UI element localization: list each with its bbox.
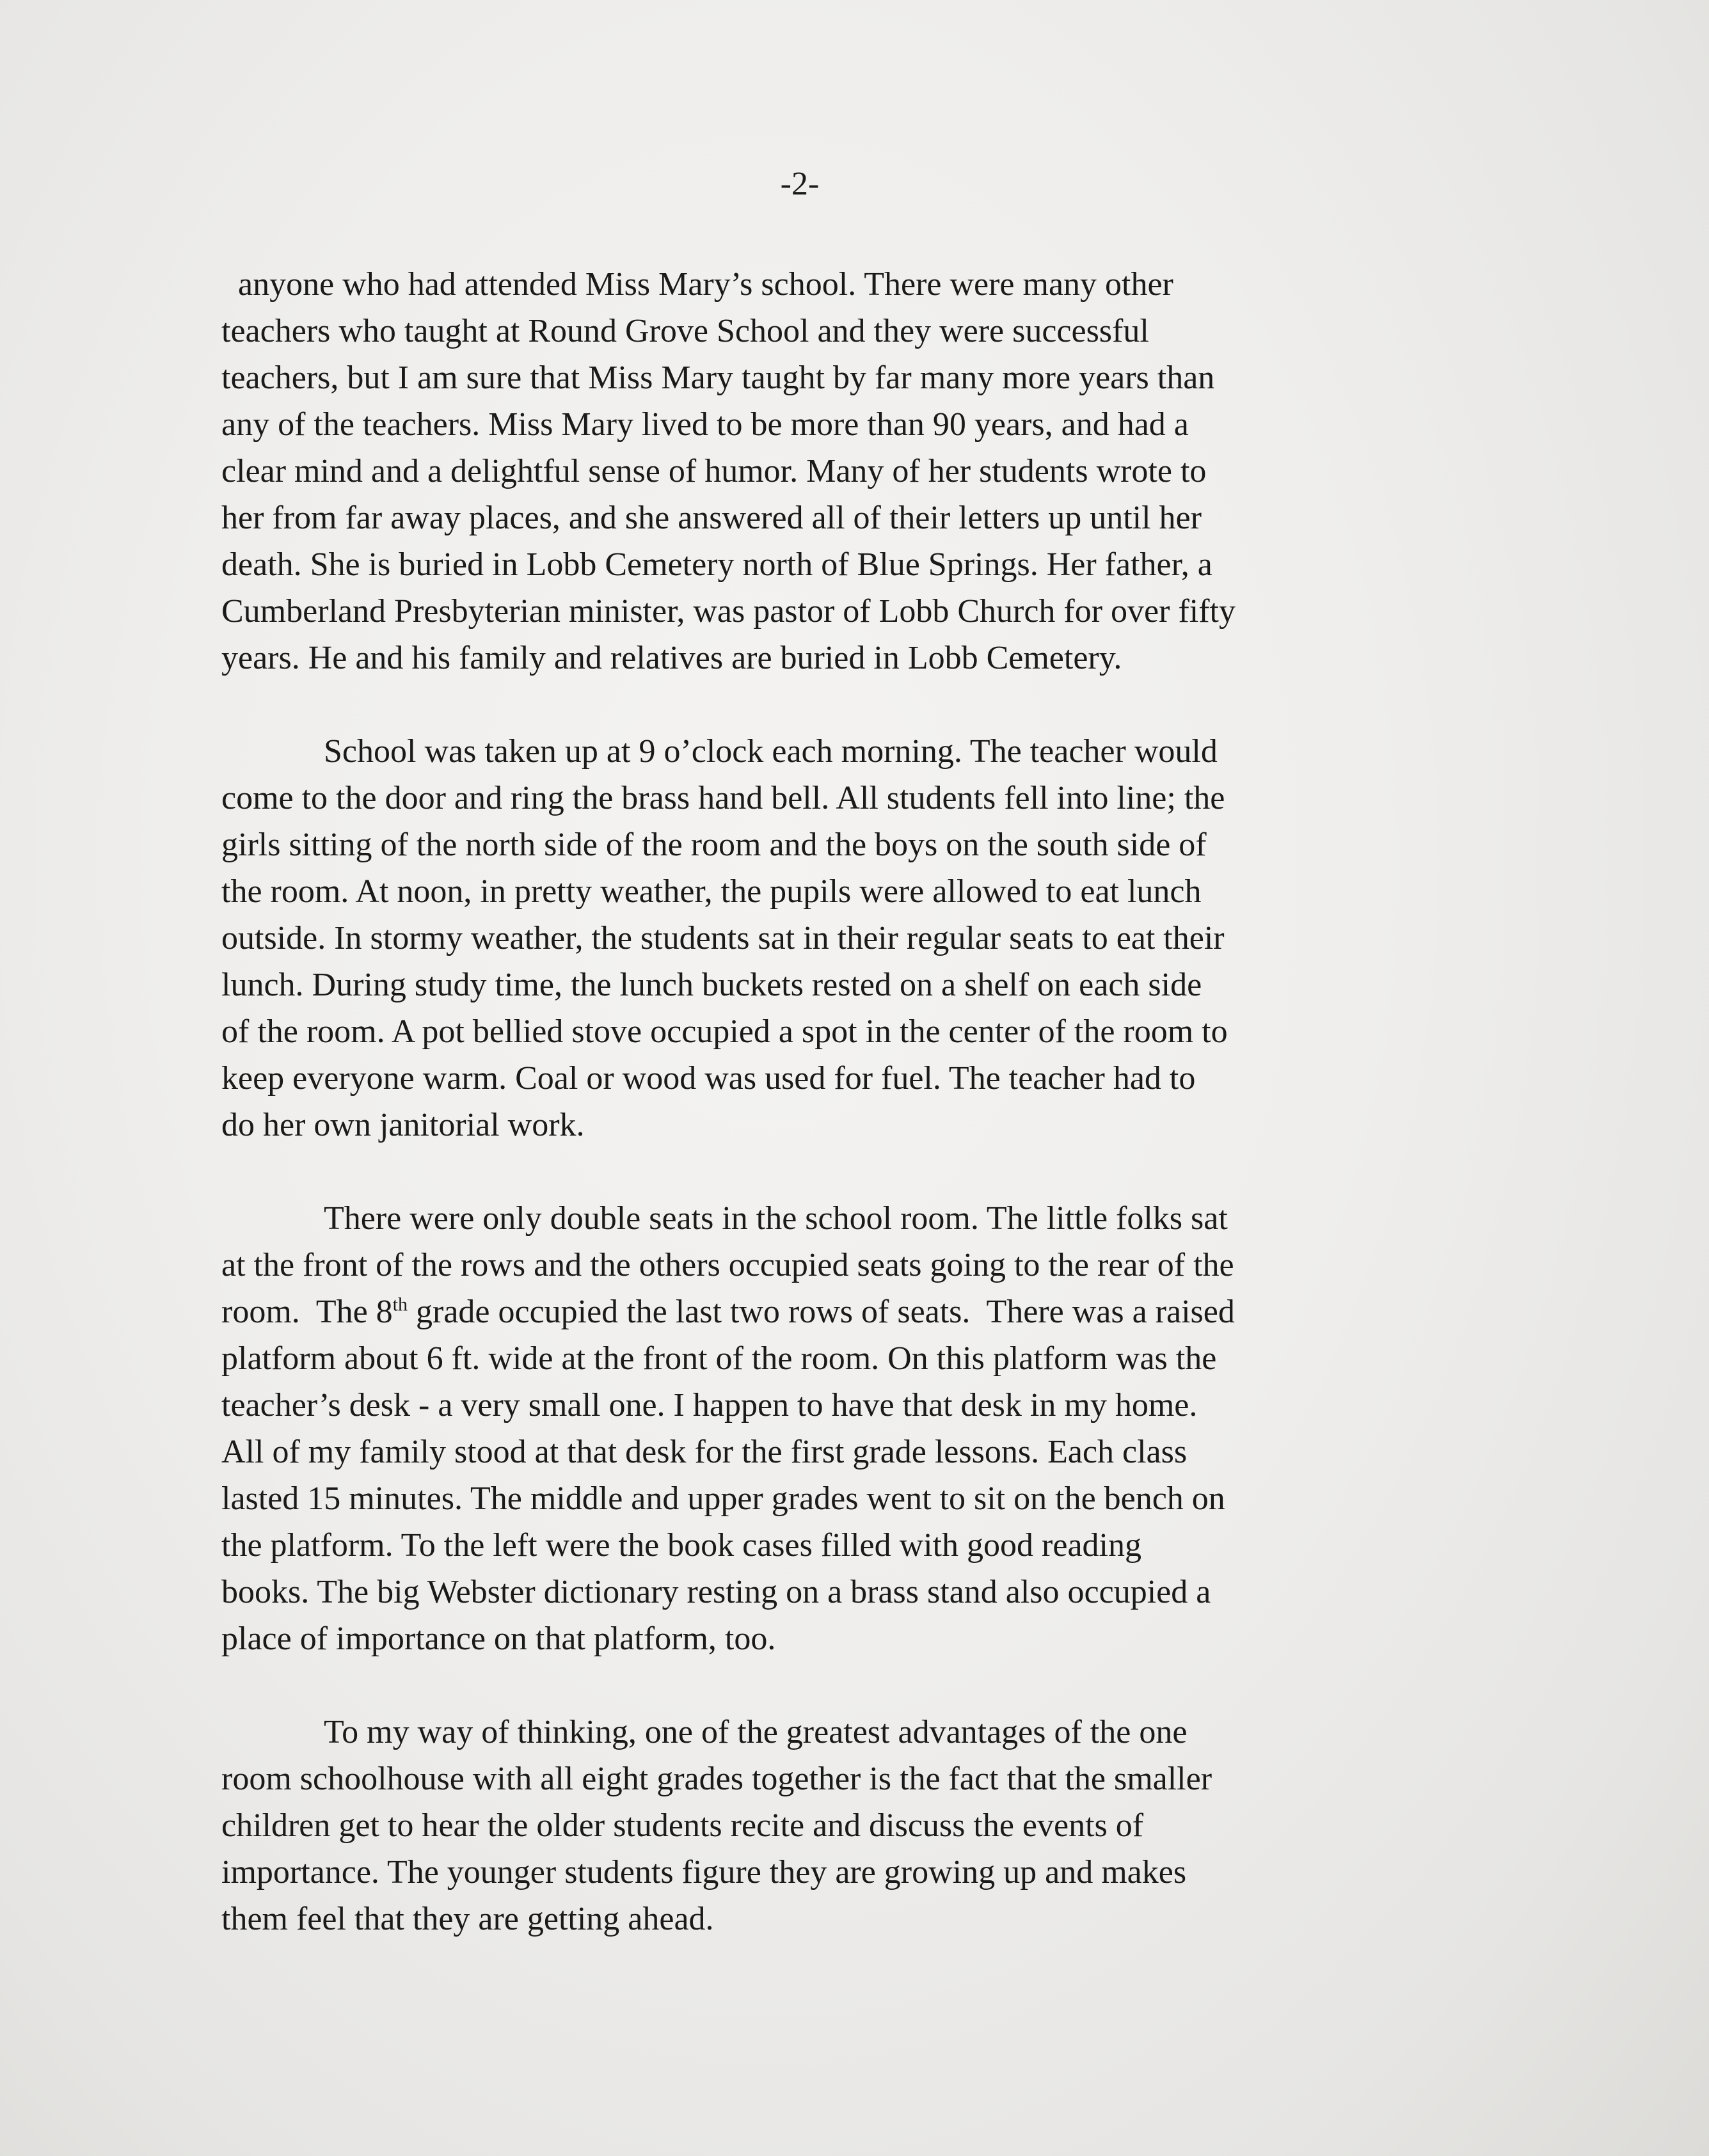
text-run: room. The 8 (221, 1294, 393, 1330)
superscript: th (392, 1294, 408, 1315)
text-line: the room. At noon, in pretty weather, the pupils were allowed to eat lunch (221, 873, 1202, 910)
body-text (221, 261, 1469, 1942)
text-line: of the room. A pot bellied stove occupied a spot in the center of the room to (221, 1013, 1228, 1050)
text-line: come to the door and ring the brass hand bell. All students fell into line; the (221, 780, 1225, 816)
text-line: Cumberland Presbyterian minister, was pastor of Lobb Church for over fifty (221, 593, 1236, 630)
text-line: importance. The younger students figure they are growing up and makes (221, 1854, 1187, 1890)
text-line: the platform. To the left were the book cases filled with good reading (221, 1527, 1141, 1564)
text-line: anyone who had attended Miss Mary’s school. There were many other (238, 266, 1173, 303)
text-line: teachers who taught at Round Grove School and they were successful (221, 313, 1149, 349)
text-line: room schoolhouse with all eight grades together is the fact that the smaller (221, 1761, 1212, 1797)
text-line: years. He and his family and relatives are buried in Lobb Cemetery. (221, 640, 1122, 676)
text-line: them feel that they are getting ahead. (221, 1901, 714, 1937)
text-line: her from far away places, and she answered all of their letters up until her (221, 500, 1202, 536)
text-line: books. The big Webster dictionary resting on a brass stand also occupied a (221, 1574, 1211, 1610)
text-line: All of my family stood at that desk for the first grade lessons. Each class (221, 1434, 1188, 1470)
text-line: School was taken up at 9 o’clock each morning. The teacher would (324, 733, 1218, 770)
text-line: teacher’s desk - a very small one. I happen to have that desk in my home. (221, 1387, 1198, 1423)
text-line: There were only double seats in the school room. The little folks sat (324, 1200, 1228, 1237)
text-line: keep everyone warm. Coal or wood was used for fuel. The teacher had to (221, 1060, 1196, 1097)
text-line: lasted 15 minutes. The middle and upper grades went to sit on the bench on (221, 1480, 1225, 1517)
text-line: girls sitting of the north side of the room and the boys on the south side of (221, 827, 1207, 863)
text-run: grade occupied the last two rows of seats. There was a raised (408, 1294, 1235, 1330)
text-line: teachers, but I am sure that Miss Mary taught by far many more years than (221, 360, 1215, 396)
text-line: death. She is buried in Lobb Cemetery north of Blue Springs. Her father, a (221, 546, 1212, 583)
text-line: lunch. During study time, the lunch buckets rested on a shelf on each side (221, 967, 1202, 1003)
page-number: -2- (780, 166, 820, 202)
text-line-superscript (221, 1288, 1469, 1335)
text-line: place of importance on that platform, too. (221, 1621, 776, 1657)
text-line: at the front of the rows and the others occupied seats going to the rear of the (221, 1247, 1234, 1283)
paragraph-4 (221, 1709, 1469, 1942)
paragraph-3 (221, 1195, 1469, 1662)
text-line: any of the teachers. Miss Mary lived to be more than 90 years, and had a (221, 406, 1189, 443)
paragraph-1 (221, 261, 1469, 681)
text-line: children get to hear the older students recite and discuss the events of (221, 1807, 1144, 1844)
text-line: do her own janitorial work. (221, 1107, 585, 1143)
text-line: To my way of thinking, one of the greatest advantages of the one (324, 1714, 1188, 1750)
paragraph-2 (221, 728, 1469, 1148)
text-line: platform about 6 ft. wide at the front of the room. On this platform was the (221, 1340, 1217, 1377)
text-line: outside. In stormy weather, the students sat in their regular seats to eat their (221, 920, 1225, 956)
text-line: clear mind and a delightful sense of humor. Many of her students wrote to (221, 453, 1207, 489)
